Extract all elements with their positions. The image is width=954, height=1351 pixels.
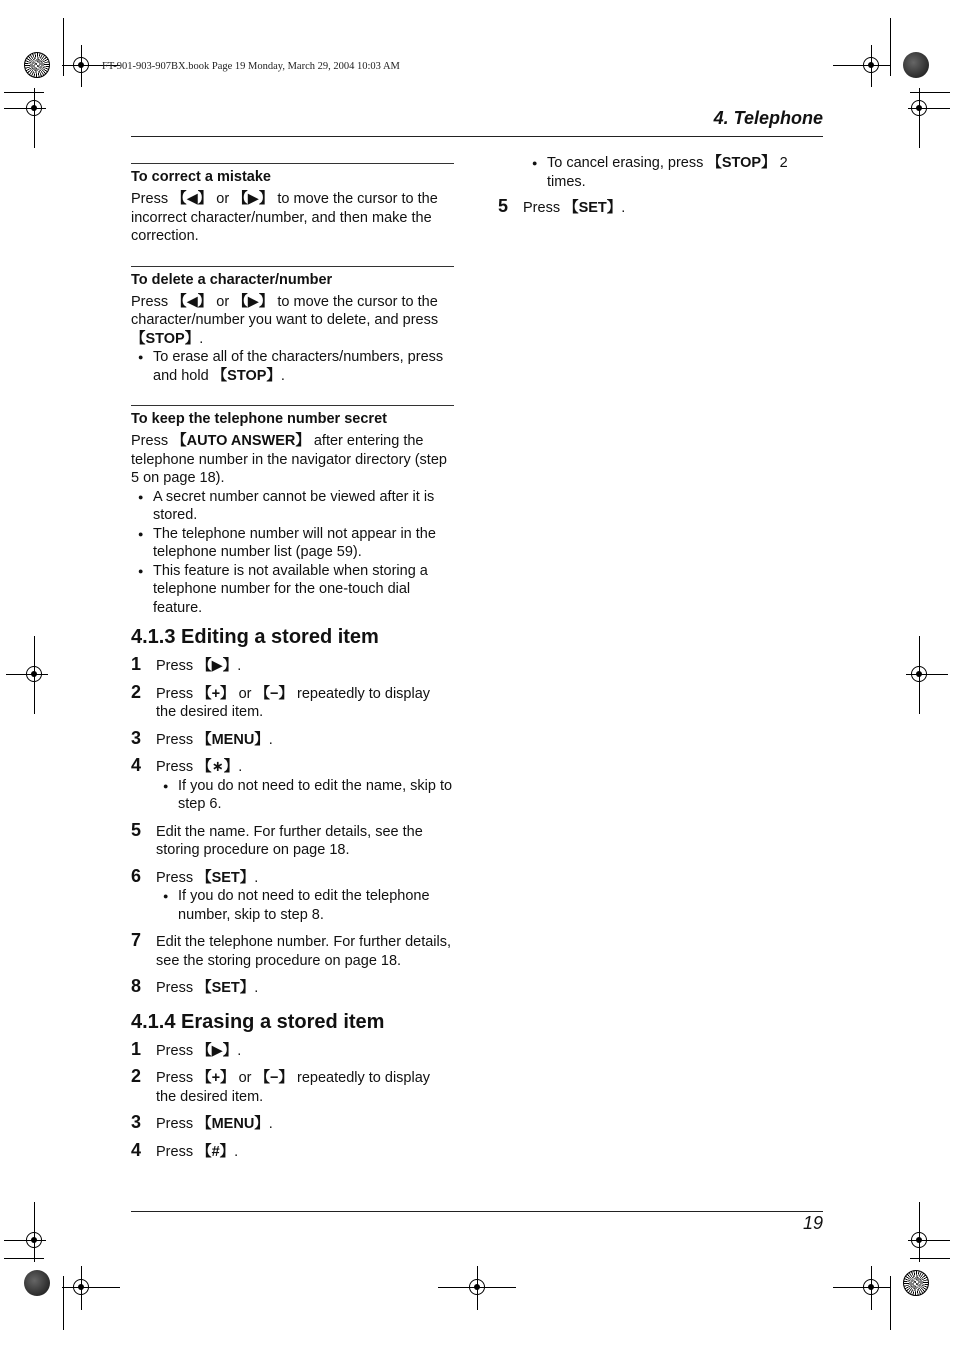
box-title: To delete a character/number xyxy=(131,271,333,288)
book-file-info: FT-901-903-907BX.book Page 19 Monday, March 29, 2004 10:03 AM xyxy=(102,61,400,72)
text: repeatedly to display the desired item. xyxy=(156,1070,431,1105)
step-number: 3 xyxy=(131,727,142,748)
text: or xyxy=(212,191,234,207)
erasing-step xyxy=(131,1139,454,1162)
auto-answer-key: 【AUTO ANSWER】 xyxy=(172,433,310,449)
editing-step xyxy=(131,755,454,814)
text: repeatedly to display the desired item. xyxy=(156,685,431,720)
step-number: 4 xyxy=(131,1139,142,1160)
minus-key: 【−】 xyxy=(255,1070,293,1086)
right-key: 【▶】 xyxy=(197,658,238,674)
erasing-step xyxy=(131,1066,454,1106)
stop-key: 【STOP】 xyxy=(212,367,281,384)
step-number: 7 xyxy=(131,930,142,950)
editing-step xyxy=(131,819,454,860)
step-number: 6 xyxy=(131,865,142,886)
text: Press xyxy=(156,1116,198,1132)
left-key: 【◀】 xyxy=(172,191,213,207)
list-item: ● This feature is not available when storing a telephone number for the one-touch dial feature. xyxy=(131,562,454,618)
plus-key: 【+】 xyxy=(197,685,235,702)
right-column xyxy=(498,154,828,227)
erasing-step xyxy=(131,1112,454,1134)
step-number: 1 xyxy=(131,654,142,674)
box-body xyxy=(131,432,454,488)
editing-step xyxy=(131,681,454,722)
step-number: 8 xyxy=(131,976,142,996)
text: Press xyxy=(156,1042,198,1059)
text: Press xyxy=(156,869,198,886)
set-key: 【SET】 xyxy=(564,200,622,216)
text: . xyxy=(199,330,204,347)
editing-step xyxy=(131,976,454,998)
hash-key: 【#】 xyxy=(197,1143,235,1160)
left-column xyxy=(131,163,454,1170)
secret-number-box xyxy=(131,405,454,617)
text: Press xyxy=(523,200,565,216)
correct-mistake-box xyxy=(131,163,454,246)
menu-key: 【MENU】 xyxy=(197,731,269,748)
text: Press xyxy=(156,980,198,996)
text: Press xyxy=(156,1070,198,1086)
text: Press xyxy=(131,433,173,449)
header-divider xyxy=(131,136,823,137)
box-body xyxy=(131,293,454,349)
erasing-step xyxy=(498,196,828,218)
text: . xyxy=(268,731,273,748)
text: Press xyxy=(156,658,198,674)
step-number: 5 xyxy=(131,819,142,840)
menu-key: 【MENU】 xyxy=(197,1116,269,1132)
text: To erase all of the characters/numbers, press and hold xyxy=(153,349,444,384)
step-number: 2 xyxy=(131,681,142,702)
minus-key: 【−】 xyxy=(255,685,293,702)
text: . xyxy=(237,1042,242,1059)
text: Press xyxy=(156,1143,198,1160)
delete-character-box xyxy=(131,266,454,386)
text: . xyxy=(254,980,259,996)
text: . xyxy=(280,367,285,384)
stop-key: 【STOP】 xyxy=(131,330,200,347)
editing-step xyxy=(131,654,454,676)
editing-step xyxy=(131,865,454,925)
text: after entering the telephone number in the navigator directory (step 5 on page 18). xyxy=(131,433,447,486)
text: . xyxy=(621,200,626,216)
text: . xyxy=(234,1143,239,1160)
text: Press xyxy=(131,293,173,310)
step-number: 5 xyxy=(498,196,509,216)
text: . xyxy=(268,1116,273,1132)
stop-key: 【STOP】 xyxy=(707,155,776,171)
box-title: To keep the telephone number secret xyxy=(131,411,387,427)
text: Press xyxy=(156,685,198,702)
color-registration-starburst-icon xyxy=(903,1270,929,1296)
editing-step xyxy=(131,727,454,750)
text: . xyxy=(237,658,242,674)
step-number: 4 xyxy=(131,755,142,775)
star-key: 【∗】 xyxy=(197,759,239,775)
list-item: ● A secret number cannot be viewed after it is stored. xyxy=(131,488,454,525)
list-item: ● If you do not need to edit the telephone number, skip to step 8. xyxy=(156,887,454,924)
list-item xyxy=(498,154,828,191)
right-key: 【▶】 xyxy=(233,293,274,310)
text: . xyxy=(238,759,243,775)
color-registration-starburst-icon xyxy=(24,52,50,78)
color-registration-ball-icon xyxy=(24,1270,50,1296)
text: or xyxy=(234,685,256,702)
text: Press xyxy=(131,191,173,207)
text: or xyxy=(212,293,234,310)
list-item: ● The telephone number will not appear in the telephone number list (page 59). xyxy=(131,525,454,562)
text: Press xyxy=(156,759,198,775)
list-item: ● If you do not need to edit the name, skip to step 6. xyxy=(156,777,454,814)
list-item xyxy=(131,348,454,385)
right-key: 【▶】 xyxy=(233,191,274,207)
section-title: 4. Telephone xyxy=(713,108,823,128)
step-number: 1 xyxy=(131,1038,142,1059)
page-number: 19 xyxy=(802,1213,823,1233)
color-registration-ball-icon xyxy=(903,52,929,78)
step-number: 3 xyxy=(131,1112,142,1132)
box-title: To correct a mistake xyxy=(131,169,271,185)
erasing-heading: 4.1.4 Erasing a stored item xyxy=(131,1010,385,1033)
text: Press xyxy=(156,731,198,748)
box-body xyxy=(131,190,454,246)
text: to move the cursor to the character/number you want to delete, and press xyxy=(131,293,439,328)
text: to move the cursor to the incorrect character/number, and then make the correction. xyxy=(131,191,438,244)
editing-heading: 4.1.3 Editing a stored item xyxy=(131,626,379,648)
text: Edit the name. For further details, see the storing procedure on page 18. xyxy=(156,823,423,858)
set-key: 【SET】 xyxy=(197,869,255,886)
text: Edit the telephone number. For further details, see the storing procedure on page 18. xyxy=(156,934,452,969)
text: . xyxy=(254,869,259,886)
left-key: 【◀】 xyxy=(172,293,213,310)
editing-step xyxy=(131,930,454,970)
set-key: 【SET】 xyxy=(197,980,255,996)
text: 2 times. xyxy=(547,155,788,190)
right-key: 【▶】 xyxy=(197,1042,238,1059)
text: To cancel erasing, press xyxy=(547,155,708,171)
footer-divider xyxy=(131,1211,823,1212)
erasing-step xyxy=(131,1038,454,1061)
text: or xyxy=(234,1070,256,1086)
step-number: 2 xyxy=(131,1066,142,1086)
plus-key: 【+】 xyxy=(197,1070,235,1086)
